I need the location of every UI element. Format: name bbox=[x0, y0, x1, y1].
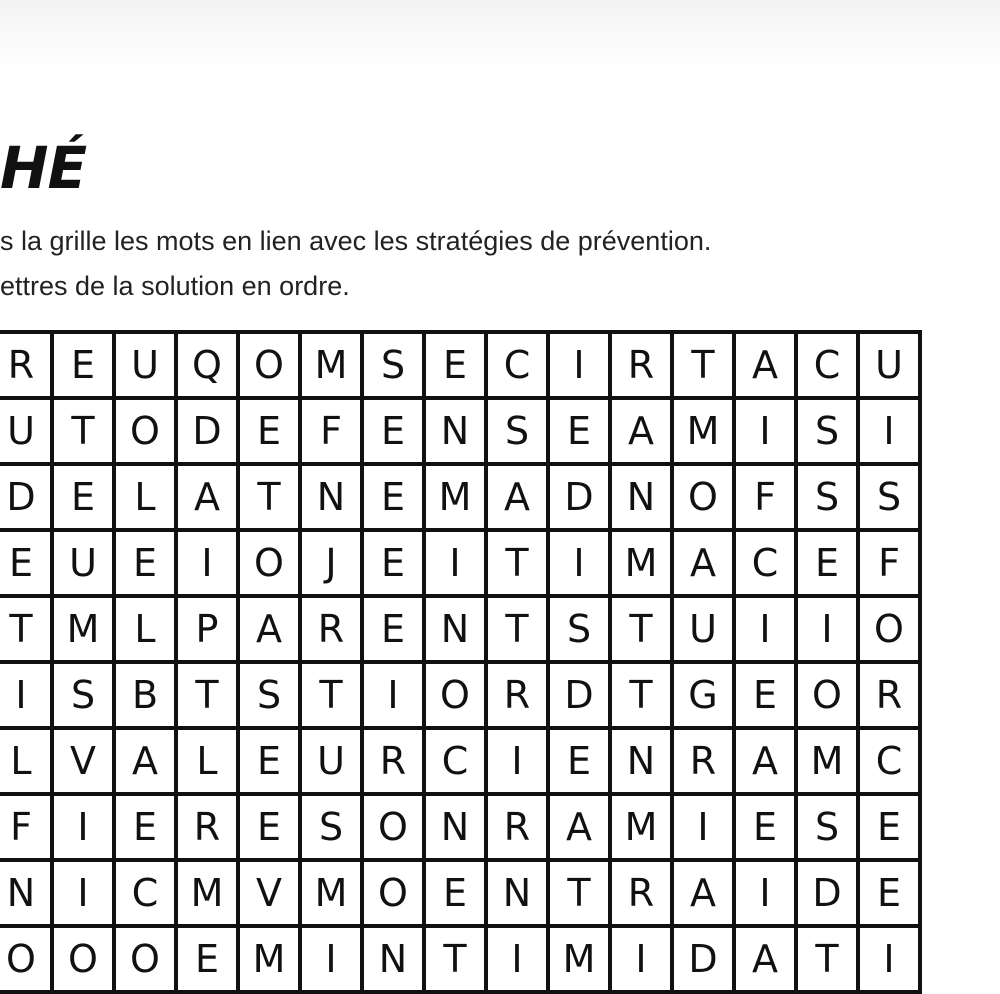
grid-cell[interactable]: E bbox=[238, 794, 300, 860]
grid-cell[interactable]: A bbox=[114, 728, 176, 794]
grid-row bbox=[0, 398, 920, 464]
grid-cell[interactable]: R bbox=[610, 332, 672, 398]
grid-cell[interactable]: C bbox=[858, 728, 920, 794]
grid-cell[interactable]: O bbox=[858, 596, 920, 662]
grid-cell[interactable]: M bbox=[176, 860, 238, 926]
grid-cell[interactable]: I bbox=[300, 926, 362, 992]
grid-cell[interactable]: A bbox=[734, 728, 796, 794]
grid-cell[interactable]: F bbox=[300, 398, 362, 464]
grid-cell[interactable]: M bbox=[300, 860, 362, 926]
grid-cell[interactable]: D bbox=[0, 464, 52, 530]
grid-cell[interactable]: M bbox=[672, 398, 734, 464]
grid-cell[interactable]: B bbox=[114, 662, 176, 728]
grid-cell[interactable]: I bbox=[52, 860, 114, 926]
grid-cell[interactable]: S bbox=[796, 464, 858, 530]
grid-cell[interactable]: E bbox=[52, 464, 114, 530]
grid-cell[interactable]: D bbox=[672, 926, 734, 992]
grid-cell[interactable]: T bbox=[548, 860, 610, 926]
page-title: HÉ bbox=[0, 134, 87, 202]
grid-cell[interactable]: O bbox=[362, 860, 424, 926]
grid-cell[interactable]: T bbox=[796, 926, 858, 992]
grid-cell[interactable]: O bbox=[362, 794, 424, 860]
grid-cell[interactable]: A bbox=[734, 332, 796, 398]
grid-cell[interactable]: O bbox=[0, 926, 52, 992]
grid-cell[interactable]: E bbox=[362, 464, 424, 530]
grid-cell[interactable]: N bbox=[362, 926, 424, 992]
grid-cell[interactable]: A bbox=[672, 860, 734, 926]
grid-cell[interactable]: M bbox=[424, 464, 486, 530]
grid-cell[interactable]: E bbox=[548, 728, 610, 794]
grid-row bbox=[0, 794, 920, 860]
grid-cell[interactable]: T bbox=[424, 926, 486, 992]
grid-cell[interactable]: L bbox=[176, 728, 238, 794]
grid-row bbox=[0, 728, 920, 794]
grid-cell[interactable]: I bbox=[486, 926, 548, 992]
grid-cell[interactable]: I bbox=[176, 530, 238, 596]
grid-cell[interactable]: I bbox=[672, 794, 734, 860]
grid-row bbox=[0, 332, 920, 398]
grid-cell[interactable]: U bbox=[0, 398, 52, 464]
grid-cell[interactable]: I bbox=[734, 596, 796, 662]
grid-cell[interactable]: R bbox=[362, 728, 424, 794]
grid-cell[interactable]: A bbox=[486, 464, 548, 530]
grid-cell[interactable]: I bbox=[858, 398, 920, 464]
grid-cell[interactable]: T bbox=[52, 398, 114, 464]
grid-cell[interactable]: O bbox=[672, 464, 734, 530]
grid-cell[interactable]: T bbox=[0, 596, 52, 662]
grid-cell[interactable]: M bbox=[610, 794, 672, 860]
grid-cell[interactable]: S bbox=[362, 332, 424, 398]
grid-cell[interactable]: C bbox=[424, 728, 486, 794]
grid-cell[interactable]: V bbox=[52, 728, 114, 794]
grid-cell[interactable]: N bbox=[300, 464, 362, 530]
grid-cell[interactable]: C bbox=[734, 530, 796, 596]
grid-cell[interactable]: I bbox=[52, 794, 114, 860]
grid-cell[interactable]: E bbox=[0, 530, 52, 596]
grid-cell[interactable]: M bbox=[548, 926, 610, 992]
grid-cell[interactable]: N bbox=[610, 464, 672, 530]
grid-cell[interactable]: N bbox=[610, 728, 672, 794]
grid-cell[interactable]: S bbox=[796, 398, 858, 464]
grid-cell[interactable]: O bbox=[238, 530, 300, 596]
instructions bbox=[0, 219, 711, 309]
grid-cell[interactable]: A bbox=[238, 596, 300, 662]
grid-cell[interactable]: U bbox=[858, 332, 920, 398]
grid-cell[interactable]: F bbox=[734, 464, 796, 530]
grid-cell[interactable]: E bbox=[114, 794, 176, 860]
grid-cell[interactable]: M bbox=[52, 596, 114, 662]
grid-cell[interactable]: U bbox=[114, 332, 176, 398]
top-shade bbox=[0, 0, 1000, 70]
grid-cell[interactable]: V bbox=[238, 860, 300, 926]
grid-cell[interactable]: U bbox=[52, 530, 114, 596]
grid-cell[interactable]: R bbox=[858, 662, 920, 728]
grid-cell[interactable]: S bbox=[858, 464, 920, 530]
grid-cell[interactable]: O bbox=[114, 398, 176, 464]
grid-cell[interactable]: M bbox=[238, 926, 300, 992]
grid-cell[interactable]: E bbox=[238, 728, 300, 794]
grid-cell[interactable]: R bbox=[0, 332, 52, 398]
grid-cell[interactable]: E bbox=[424, 860, 486, 926]
grid-cell[interactable]: G bbox=[672, 662, 734, 728]
grid-cell[interactable]: M bbox=[796, 728, 858, 794]
grid-cell[interactable]: O bbox=[114, 926, 176, 992]
grid-cell[interactable]: I bbox=[858, 926, 920, 992]
grid-cell[interactable]: Q bbox=[176, 332, 238, 398]
grid-row bbox=[0, 464, 920, 530]
grid-cell[interactable]: R bbox=[176, 794, 238, 860]
grid-cell[interactable]: N bbox=[424, 398, 486, 464]
grid-cell[interactable]: U bbox=[300, 728, 362, 794]
grid-cell[interactable]: A bbox=[610, 398, 672, 464]
grid-cell[interactable]: I bbox=[362, 662, 424, 728]
grid-cell[interactable]: J bbox=[300, 530, 362, 596]
grid-cell[interactable]: E bbox=[796, 530, 858, 596]
grid-cell[interactable]: E bbox=[362, 596, 424, 662]
grid-cell[interactable]: P bbox=[176, 596, 238, 662]
grid-row bbox=[0, 530, 920, 596]
grid-cell[interactable]: I bbox=[424, 530, 486, 596]
grid-cell[interactable]: E bbox=[858, 860, 920, 926]
grid-cell[interactable]: C bbox=[486, 332, 548, 398]
grid-cell[interactable]: S bbox=[52, 662, 114, 728]
grid-cell[interactable]: S bbox=[300, 794, 362, 860]
grid-cell[interactable]: T bbox=[300, 662, 362, 728]
grid-cell[interactable]: D bbox=[548, 662, 610, 728]
grid-cell[interactable]: S bbox=[486, 398, 548, 464]
grid-cell[interactable]: O bbox=[238, 332, 300, 398]
grid-cell[interactable]: U bbox=[672, 596, 734, 662]
grid-row bbox=[0, 926, 920, 992]
grid-cell[interactable]: A bbox=[734, 926, 796, 992]
grid-cell[interactable]: T bbox=[610, 662, 672, 728]
grid-cell[interactable]: A bbox=[672, 530, 734, 596]
grid-cell[interactable]: E bbox=[548, 398, 610, 464]
grid-cell[interactable]: C bbox=[796, 332, 858, 398]
grid-cell[interactable]: I bbox=[548, 530, 610, 596]
grid-cell[interactable]: L bbox=[0, 728, 52, 794]
grid-cell[interactable]: F bbox=[0, 794, 52, 860]
grid-cell[interactable]: R bbox=[486, 794, 548, 860]
grid-cell[interactable]: T bbox=[610, 596, 672, 662]
grid-cell[interactable]: I bbox=[0, 662, 52, 728]
grid-cell[interactable]: E bbox=[362, 530, 424, 596]
grid-cell[interactable]: L bbox=[114, 464, 176, 530]
grid-cell[interactable]: C bbox=[114, 860, 176, 926]
grid-cell[interactable]: N bbox=[424, 794, 486, 860]
grid-cell[interactable]: I bbox=[734, 860, 796, 926]
grid-cell[interactable]: E bbox=[238, 398, 300, 464]
grid-cell[interactable]: E bbox=[734, 662, 796, 728]
grid-cell[interactable]: I bbox=[486, 728, 548, 794]
grid-cell[interactable]: N bbox=[0, 860, 52, 926]
grid-cell[interactable]: E bbox=[734, 794, 796, 860]
grid-cell[interactable]: E bbox=[858, 794, 920, 860]
instruction-line: s la grille les mots en lien avec les stratégies de prévention. bbox=[0, 226, 712, 256]
grid-cell[interactable]: E bbox=[362, 398, 424, 464]
grid-cell[interactable]: R bbox=[300, 596, 362, 662]
grid-cell[interactable]: O bbox=[424, 662, 486, 728]
grid-cell[interactable]: R bbox=[486, 662, 548, 728]
grid-cell[interactable]: F bbox=[858, 530, 920, 596]
instruction-line: ettres de la solution en ordre. bbox=[0, 271, 350, 301]
grid-cell[interactable]: E bbox=[52, 332, 114, 398]
grid-cell[interactable]: D bbox=[548, 464, 610, 530]
grid-row bbox=[0, 596, 920, 662]
grid-cell[interactable]: A bbox=[176, 464, 238, 530]
grid-cell[interactable]: D bbox=[796, 860, 858, 926]
grid-cell[interactable]: T bbox=[176, 662, 238, 728]
grid-cell[interactable]: T bbox=[486, 596, 548, 662]
grid-cell[interactable]: R bbox=[610, 860, 672, 926]
grid-cell[interactable]: I bbox=[610, 926, 672, 992]
grid-cell[interactable]: N bbox=[486, 860, 548, 926]
grid-cell[interactable]: M bbox=[610, 530, 672, 596]
grid-cell[interactable]: S bbox=[238, 662, 300, 728]
grid-row bbox=[0, 662, 920, 728]
grid-cell[interactable]: R bbox=[672, 728, 734, 794]
grid-cell[interactable]: D bbox=[176, 398, 238, 464]
grid-cell[interactable]: A bbox=[548, 794, 610, 860]
grid-row bbox=[0, 860, 920, 926]
grid-cell[interactable]: T bbox=[238, 464, 300, 530]
grid-cell[interactable]: M bbox=[300, 332, 362, 398]
grid-cell[interactable]: I bbox=[548, 332, 610, 398]
grid-cell[interactable]: T bbox=[486, 530, 548, 596]
grid-cell[interactable]: I bbox=[734, 398, 796, 464]
grid-cell[interactable]: O bbox=[796, 662, 858, 728]
grid-cell[interactable]: I bbox=[796, 596, 858, 662]
grid-cell[interactable]: E bbox=[176, 926, 238, 992]
grid-cell[interactable]: O bbox=[52, 926, 114, 992]
grid-cell[interactable]: S bbox=[796, 794, 858, 860]
grid-cell[interactable]: L bbox=[114, 596, 176, 662]
grid-cell[interactable]: E bbox=[114, 530, 176, 596]
grid-cell[interactable]: N bbox=[424, 596, 486, 662]
grid-cell[interactable]: T bbox=[672, 332, 734, 398]
grid-cell[interactable]: E bbox=[424, 332, 486, 398]
word-search-grid bbox=[0, 330, 922, 994]
grid-cell[interactable]: S bbox=[548, 596, 610, 662]
